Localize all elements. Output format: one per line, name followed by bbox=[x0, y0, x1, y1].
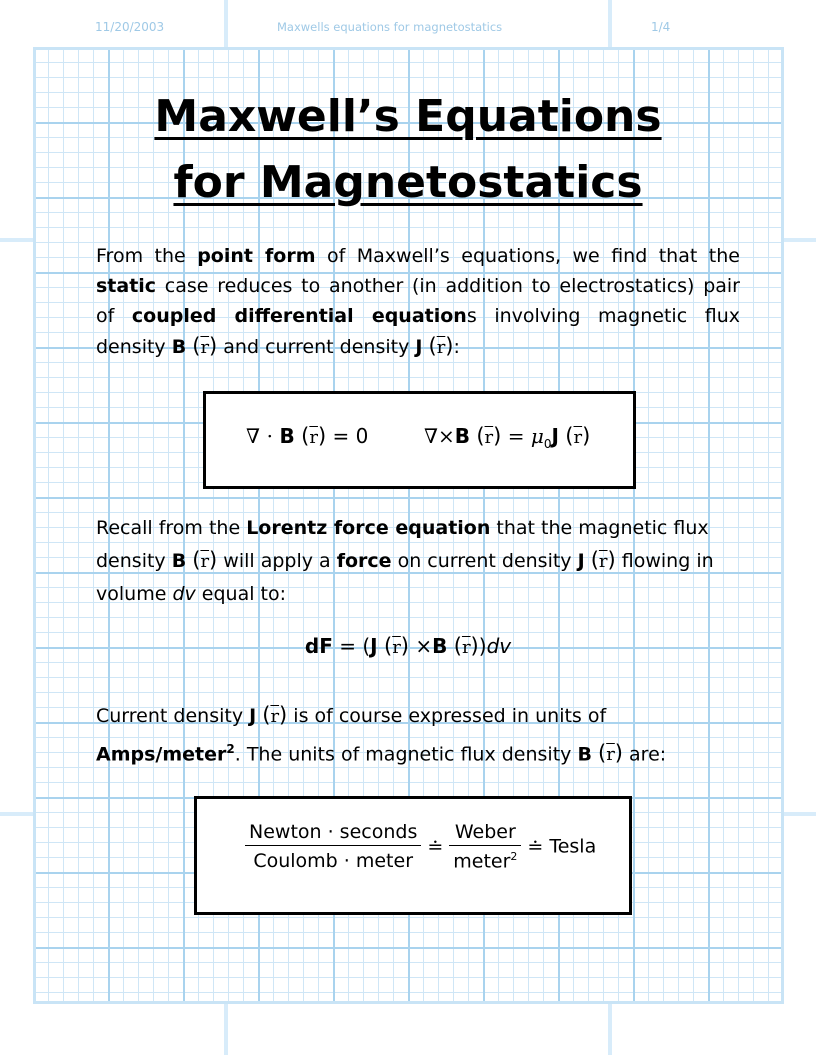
title-line-1: Maxwell’s Equations bbox=[154, 91, 662, 142]
header-page-number: 1/4 bbox=[651, 20, 671, 34]
paren-r: $(\overline{r})$ bbox=[262, 703, 288, 727]
numerator: Weber bbox=[449, 821, 521, 846]
vector-symbol: B bbox=[454, 424, 470, 448]
text: . The units of magnetic flux density bbox=[234, 743, 578, 766]
approx-equal-sign: ≐ bbox=[427, 835, 444, 858]
r-vector: $\overline{r}$ bbox=[392, 637, 401, 658]
approx-equal-sign: ≐ bbox=[527, 835, 544, 858]
text: ) bbox=[478, 634, 487, 658]
r-vector: $\overline{r}$ bbox=[270, 706, 280, 727]
paren-r: $(\overline{r})$ bbox=[192, 548, 218, 572]
vector-symbol: J bbox=[577, 550, 585, 572]
r-vector: $\overline{r}$ bbox=[606, 744, 615, 766]
curl-equation bbox=[424, 424, 590, 451]
subscript: 0 bbox=[543, 437, 552, 451]
bold-term: static bbox=[96, 275, 157, 297]
text: dv bbox=[486, 634, 512, 658]
r-vector: $\overline{r}$ bbox=[461, 637, 471, 658]
header-title: Maxwells equations for magnetostatics bbox=[277, 20, 503, 34]
text: s involving magnetic flux density bbox=[96, 305, 740, 358]
text: dF bbox=[304, 634, 333, 658]
text: equal to: bbox=[195, 583, 287, 605]
r-vector: $\overline{r}$ bbox=[309, 427, 318, 448]
vector-symbol: B bbox=[577, 743, 592, 766]
text: case reduces to another (in addition to electrostatics) pair of bbox=[96, 275, 740, 327]
text: flowing in volume bbox=[96, 550, 714, 605]
bold-term: point form bbox=[197, 245, 316, 267]
bold-term: force bbox=[336, 550, 392, 572]
header-date: 11/20/2003 bbox=[95, 20, 165, 34]
units-box bbox=[194, 796, 632, 915]
text: × bbox=[409, 634, 433, 658]
lorentz-paragraph bbox=[96, 512, 740, 610]
units-equation bbox=[245, 821, 596, 872]
r-vector: $\overline{r}$ bbox=[573, 427, 583, 448]
superscript: 2 bbox=[510, 850, 518, 863]
bold-term: Lorentz force equation bbox=[246, 517, 491, 539]
paren-r: $(\overline{r})$ bbox=[301, 424, 327, 448]
r-vector: $\overline{r}$ bbox=[200, 551, 210, 572]
text: of Maxwell’s equations, we find that the bbox=[315, 245, 740, 267]
denominator: Coulomb ⋅ meter bbox=[253, 850, 414, 873]
result-unit: Tesla bbox=[549, 835, 597, 858]
text: ∇× bbox=[424, 424, 455, 448]
text: Recall from the bbox=[96, 517, 247, 539]
bold-term: Amps/meter bbox=[96, 743, 227, 766]
r-vector: $\overline{r}$ bbox=[200, 337, 210, 358]
vector-symbol: B bbox=[171, 550, 187, 572]
paren-r: $(\overline{r})$ bbox=[453, 634, 479, 658]
paren-r: $(\overline{r})$ bbox=[383, 634, 409, 658]
vector-symbol: B bbox=[171, 336, 187, 358]
text: and current density bbox=[217, 336, 416, 358]
paren-r: $(\overline{r})$ bbox=[476, 424, 502, 448]
text: = 0 bbox=[326, 424, 369, 448]
text: ∇ ⋅ bbox=[246, 424, 280, 448]
vector-symbol: J bbox=[370, 634, 378, 658]
intro-paragraph bbox=[96, 241, 740, 363]
paren-r: $(\overline{r})$ bbox=[590, 548, 616, 572]
paren-r: $(\overline{r})$ bbox=[428, 334, 454, 358]
r-vector: $\overline{r}$ bbox=[436, 337, 446, 358]
paren-r: $(\overline{r})$ bbox=[192, 334, 218, 358]
text: that the magnetic flux density bbox=[96, 517, 709, 572]
vector-symbol: B bbox=[432, 634, 448, 658]
text: : bbox=[453, 336, 460, 358]
text: on current density bbox=[391, 550, 578, 572]
vector-symbol: J bbox=[415, 336, 423, 358]
vector-symbol: J bbox=[249, 705, 257, 727]
text: = μ bbox=[501, 424, 544, 448]
superscript: 2 bbox=[226, 742, 235, 756]
force-equation bbox=[0, 634, 816, 658]
bold-term: coupled differential equation bbox=[131, 305, 467, 327]
paren-r: $(\overline{r})$ bbox=[597, 741, 623, 766]
text: Current density bbox=[96, 705, 250, 727]
divergence-equation bbox=[246, 424, 368, 448]
fraction bbox=[245, 821, 421, 872]
text: dv bbox=[172, 583, 196, 605]
vector-symbol: J bbox=[551, 424, 559, 448]
text: are: bbox=[623, 743, 667, 766]
denominator bbox=[449, 846, 521, 872]
text: = ( bbox=[332, 634, 371, 658]
text: is of course expressed in units of bbox=[287, 705, 607, 727]
maxwell-equations-box bbox=[203, 391, 636, 489]
text: From the bbox=[96, 245, 198, 267]
paren-r: $(\overline{r})$ bbox=[565, 424, 591, 448]
vector-symbol: B bbox=[279, 424, 295, 448]
title-line-2: for Magnetostatics bbox=[173, 157, 643, 208]
units-paragraph bbox=[96, 699, 740, 771]
r-vector: $\overline{r}$ bbox=[598, 551, 608, 572]
fraction bbox=[449, 821, 521, 872]
r-vector: $\overline{r}$ bbox=[484, 427, 494, 448]
page-title bbox=[0, 84, 816, 216]
text: meter bbox=[453, 850, 511, 873]
numerator: Newton ⋅ seconds bbox=[245, 821, 421, 846]
text: will apply a bbox=[217, 550, 337, 572]
